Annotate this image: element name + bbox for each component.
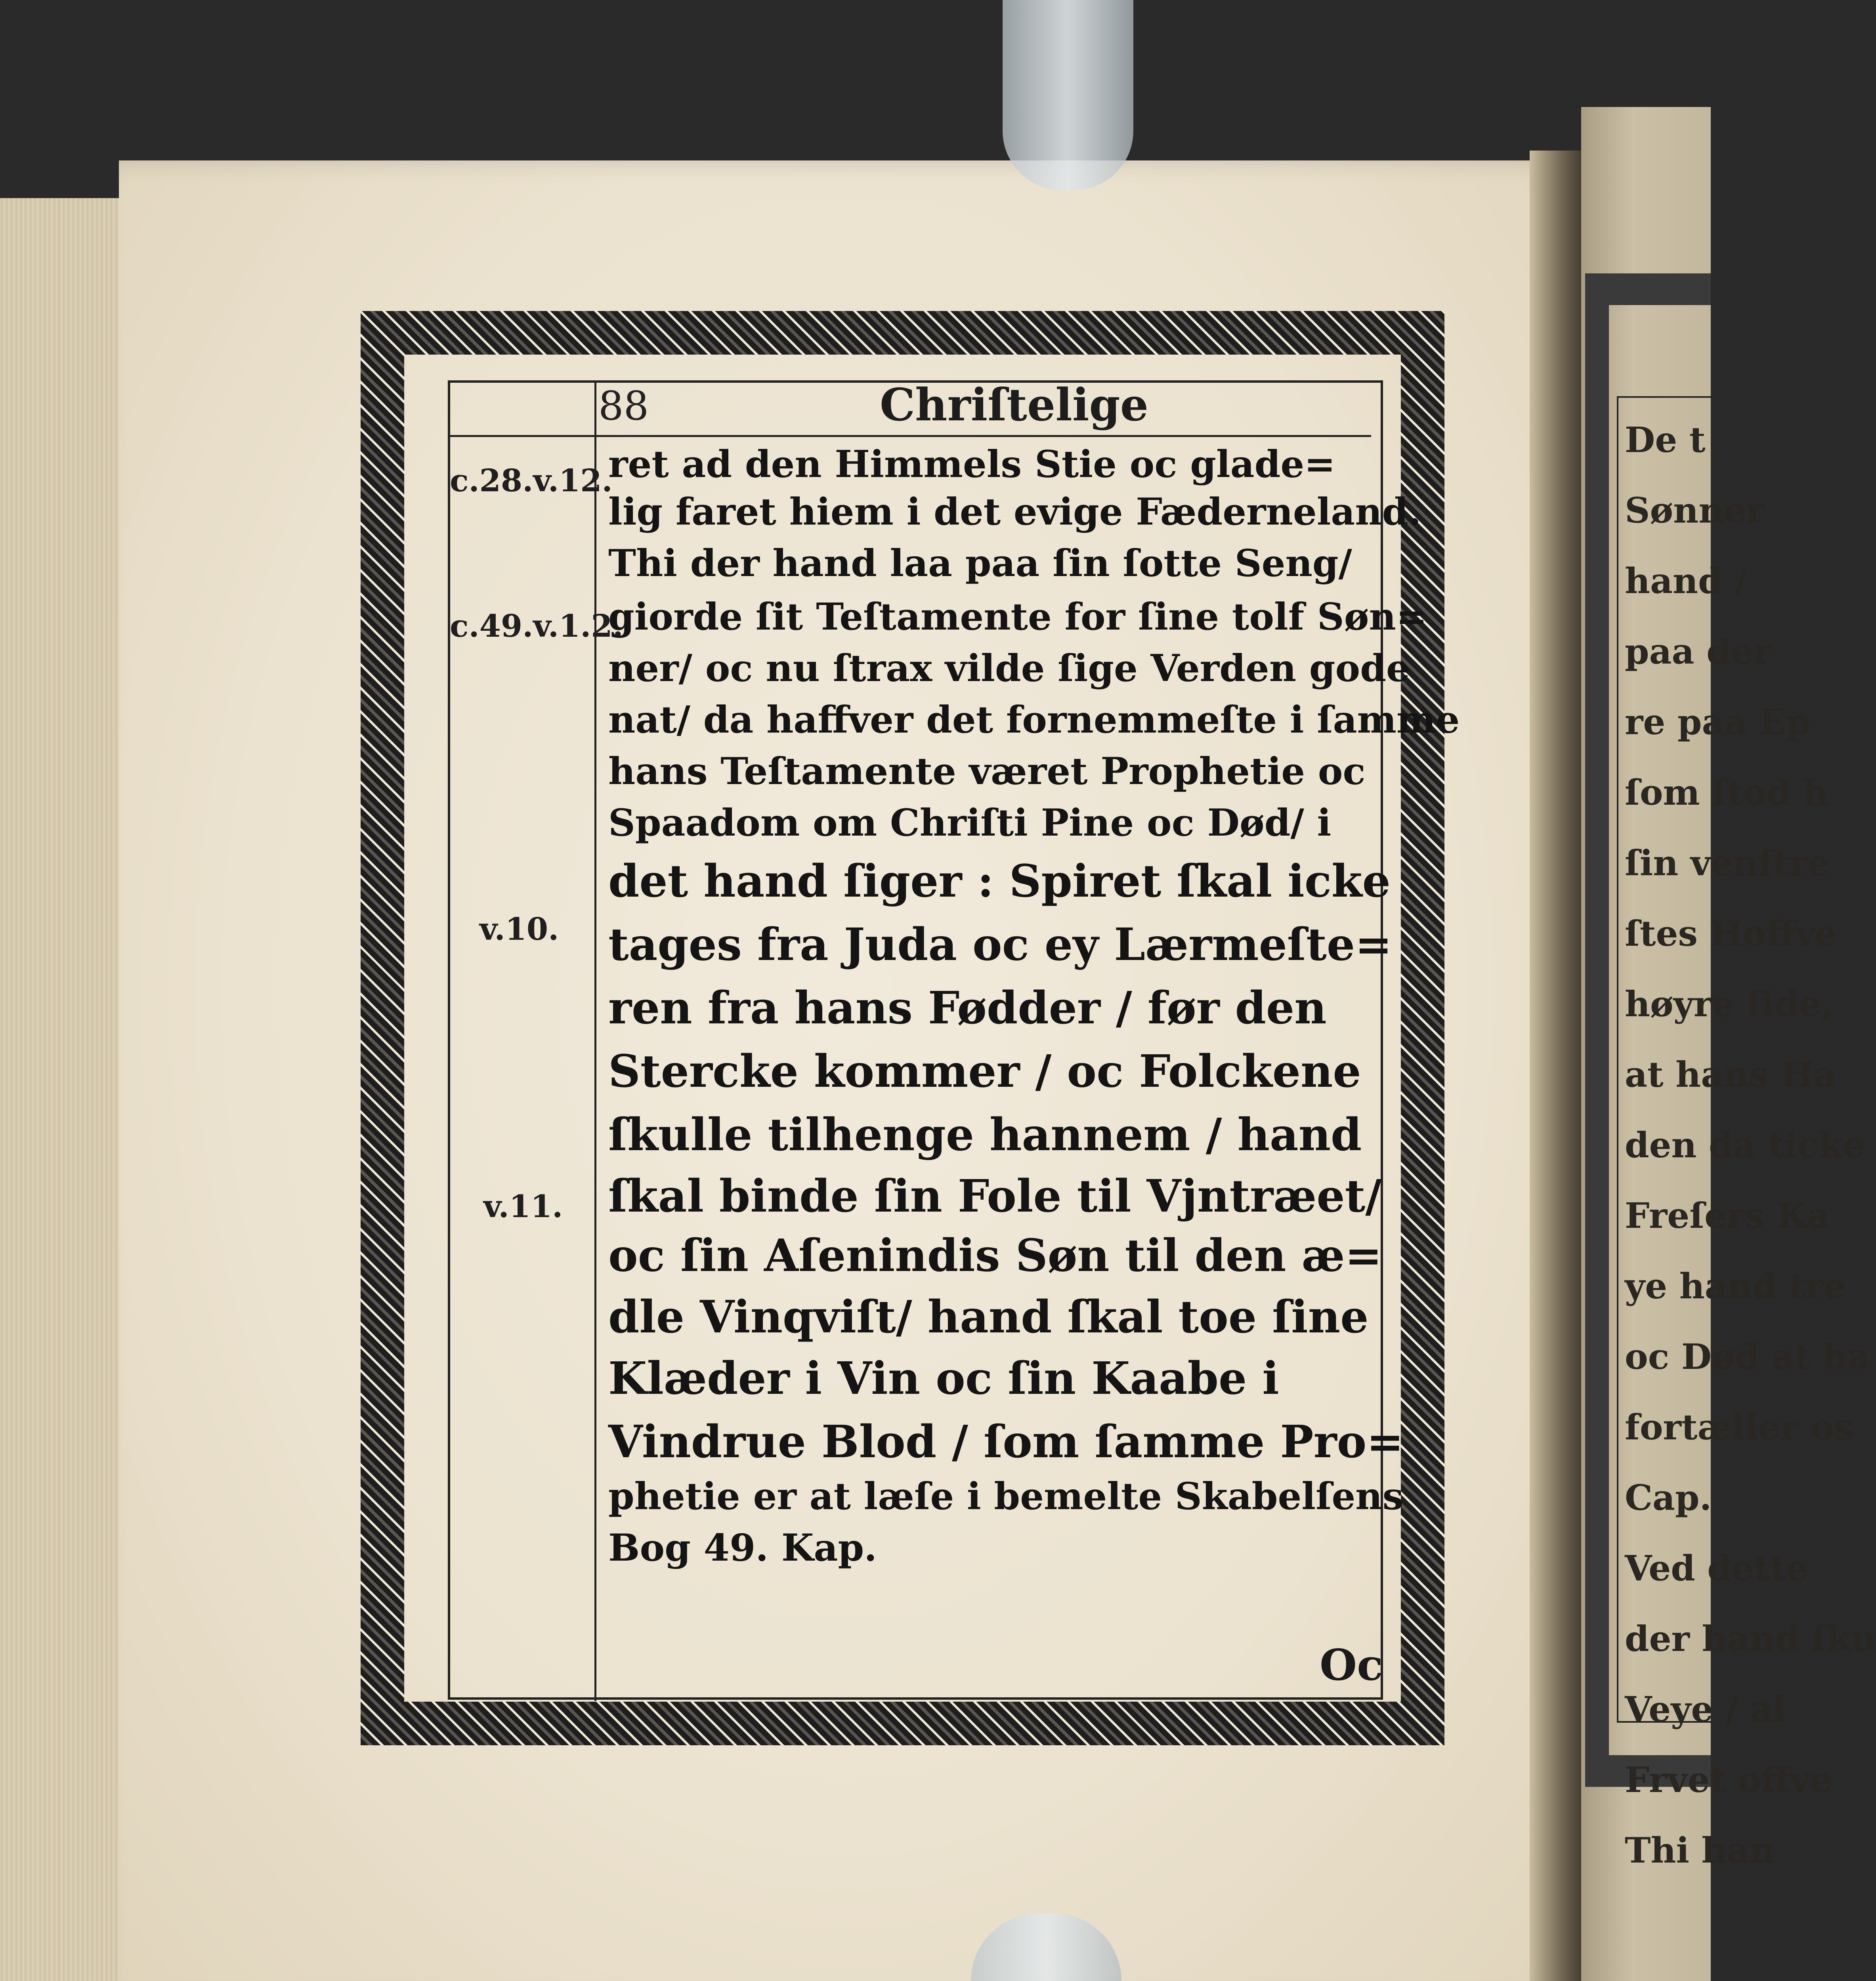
facing-page-text [1625,404,1876,1885]
body-line: phetie er at læſe i bemelte Skabelſens [608,1475,1404,1518]
body-line: lig faret hiem i det evige Fæderneland. [608,490,1421,534]
facing-line: re paa Ep [1625,701,1810,742]
body-line: ret ad den Himmels Stie oc glade= [608,443,1335,486]
facing-line: ſom ſtod h [1625,772,1828,813]
facing-line: Thi han [1625,1830,1775,1871]
facing-line: Cap. [1625,1477,1712,1518]
facing-line: hand / [1625,560,1748,601]
body-line: det hand ſiger : Spiret ſkal icke [608,855,1391,907]
facing-line: ſin venſtre [1625,842,1830,884]
body-line: Bog 49. Kap. [608,1526,877,1570]
book-gutter [1530,151,1585,1981]
margin-rule [594,380,596,1701]
facing-line: oc Død at ha [1625,1336,1870,1377]
body-line: oc ſin Aſenindis Søn til den æ= [608,1230,1382,1282]
running-head: Chriſtelige [880,379,1148,431]
left-page-edges [0,198,128,1981]
page-number: 88 [598,383,649,429]
facing-line: Freſers Ka [1625,1195,1830,1236]
margin-note: v.10. [480,911,559,947]
facing-line: Veye / al [1625,1689,1786,1730]
catchword: Oc [1320,1640,1383,1690]
body-line: Thi der hand laa paa ſin ſotte Seng/ [608,542,1352,585]
facing-line: paa der [1625,631,1772,672]
facing-line: ſtes Hoffve [1625,913,1837,954]
margin-note: v.11. [483,1189,563,1225]
body-line: dle Vinqviſt/ hand ſkal toe ſine [608,1291,1369,1343]
facing-line: at hans Ha [1625,1054,1836,1095]
facing-line: Ved dette [1625,1548,1809,1589]
body-line: Stercke kommer / oc Folckene [608,1046,1361,1097]
facing-line: høyre ſide, [1625,983,1834,1025]
body-line: hans Teſtamente været Prophetie oc [608,750,1366,793]
body-line: ſkal binde ſin Fole til Vjntræet/ [608,1170,1382,1222]
body-line: ren fra hans Fødder / før den [608,982,1327,1034]
body-line: Klæder i Vin oc ſin Kaabe i [608,1353,1279,1405]
facing-line: fortæller os [1625,1407,1854,1448]
body-line: Vindrue Blod / ſom ſamme Pro= [608,1416,1404,1468]
facing-line: den da ticke [1625,1124,1865,1166]
header-rule [448,435,1371,437]
body-line: nat/ da haffver det fornemmeſte i ſamme [608,698,1460,742]
facing-line: Sønner [1625,490,1765,531]
body-line: ſkulle tilhenge hannem / hand [608,1109,1362,1161]
facing-line: der hand ſku [1625,1618,1876,1659]
top-page-clip [1003,0,1133,190]
margin-note: c.28.v.12. [450,463,613,499]
facing-line: ye hand tre [1625,1265,1846,1307]
body-line: giorde ſit Teſtamente for ſine tolf Søn= [608,595,1427,639]
margin-note: c.49.v.1.2. [450,608,623,644]
facing-line: Frvet offve [1625,1759,1832,1800]
body-line: Spaadom om Chriſti Pine oc Død/ i [608,801,1332,845]
body-line: tages fra Juda oc ey Lærmeſte= [608,919,1392,971]
facing-line: De t [1625,419,1706,460]
body-line: ner/ oc nu ſtrax vilde ſige Verden gode [608,647,1410,690]
